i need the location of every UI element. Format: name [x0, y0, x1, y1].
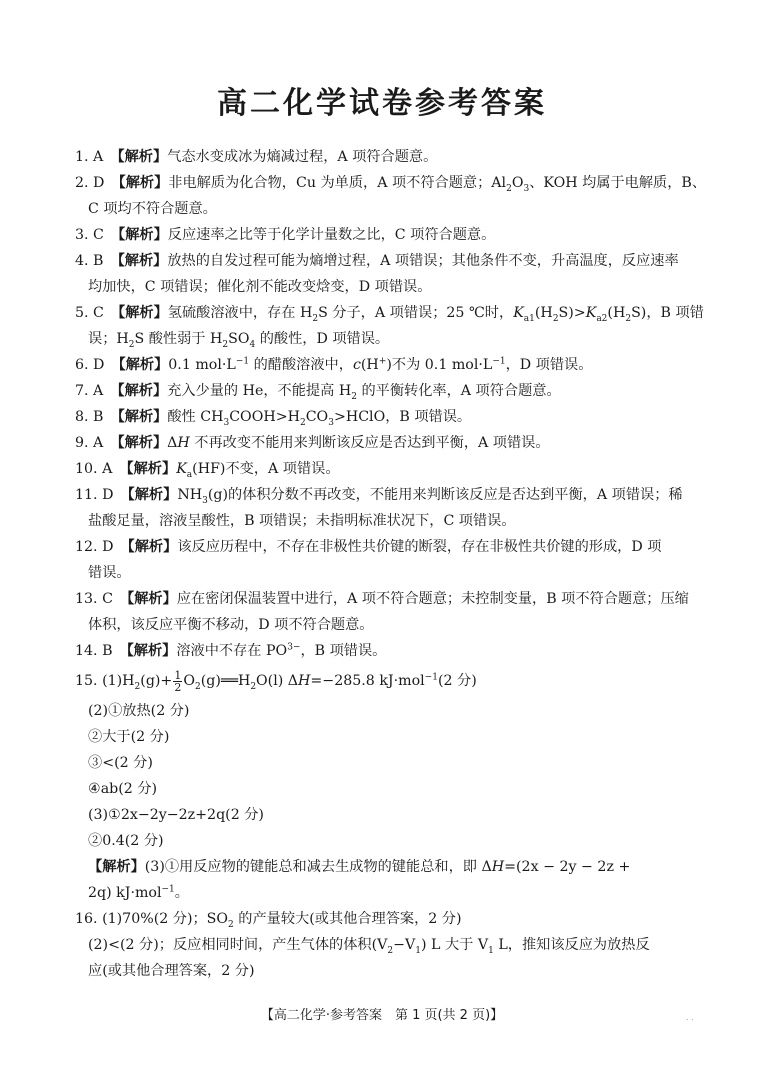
answer-15-3-2: ②0.4(2 分): [88, 833, 164, 849]
answer-11: 11. D 【解析】$NH_3(g)$的体积分数不再改变，不能用来判断该反应是否达到平衡，A 项错误；稀: [75, 487, 683, 506]
answer-16-1: 16. (1)70%(2 分)；$SO_2$ 的产量较大(或其他合理答案，2 分): [75, 911, 462, 930]
answer-15-2-2: ②大于(2 分): [88, 729, 170, 745]
answer-13-cont: 体积，该反应平衡不移动，D 项不符合题意。: [88, 617, 374, 633]
answer-11-cont: 盐酸足量，溶液呈酸性，B 项错误；未指明标准状况下，C 项错误。: [88, 513, 516, 529]
answer-5-cont: 误；$H_2S$ 酸性弱于 $H_2SO_4$ 的酸性，D 项错误。: [88, 331, 390, 350]
answer-13: 13. C 【解析】应在密闭保温装置中进行，A 项不符合题意；未控制变量，B 项不符合题意；压缩: [75, 591, 689, 607]
page-footer: 【高二化学·参考答案 第 1 页(共 2 页)】: [260, 1008, 504, 1023]
answer-15-2-1: (2)①放热(2 分): [88, 703, 190, 719]
answer-4-cont: 均加快，C 项错误；催化剂不能改变焓变，D 项错误。: [88, 279, 432, 295]
answer-12-cont: 错误。: [88, 565, 131, 581]
fraction-one-half: $\frac{1}{2}$: [174, 668, 182, 694]
answer-15-analysis: 【解析】(3)①用反应物的键能总和减去生成物的键能总和，即 ΔH=(2x − 2y − 2z +: [88, 859, 631, 875]
answer-16-2-cont: 应(或其他合理答案，2 分): [88, 963, 255, 979]
answer-12: 12. D 【解析】该反应历程中，不存在非极性共价键的断裂，存在非极性共价键的形成，D 项: [75, 539, 662, 555]
answer-9: 9. A 【解析】ΔH 不再改变不能用来判断该反应是否达到平衡，A 项错误。: [75, 435, 550, 451]
answer-4: 4. B 【解析】放热的自发过程可能为熵增过程，A 项错误；其他条件不变，升高温度，反应速率: [75, 253, 679, 269]
corner-marks: . .: [686, 1013, 694, 1022]
answer-10: 10. A 【解析】$K_a(HF)$不变，A 项错误。: [75, 461, 340, 480]
answer-5: 5. C 【解析】氢硫酸溶液中，存在 $H_2S$ 分子，A 项错误；25 ℃时，$K_{a1}(H_2S)>K_{a2}(H_2S)$，B 项错: [75, 305, 704, 324]
answer-2: 2. D 【解析】非电解质为化合物，Cu 为单质，A 项不符合题意；$Al_2O_3$、KOH 均属于电解质，B、: [75, 175, 707, 194]
answer-15-analysis-cont: 2q) kJ·mol$^{-1}$。: [88, 884, 189, 901]
answer-8: 8. B 【解析】酸性 $CH_3COOH>H_2CO_3>HClO$，B 项错误。: [75, 409, 472, 428]
answer-16-2: (2)<(2 分)；反应相同时间，产生气体的体积$(V_2-V_1)$ L 大于 $V_1$ L，推知该反应为放热反: [88, 937, 650, 956]
answer-15-2-4: ④ab(2 分): [88, 781, 158, 797]
answer-15-2-3: ③<(2 分): [88, 755, 153, 771]
answer-3: 3. C 【解析】反应速率之比等于化学计量数之比，C 项符合题意。: [75, 227, 496, 243]
answer-2-cont: C 项均不符合题意。: [88, 201, 217, 217]
answer-1: 1. A 【解析】气态水变成冰为熵减过程，A 项符合题意。: [75, 149, 438, 165]
answer-7: 7. A 【解析】充入少量的 He，不能提高 $H_2$ 的平衡转化率，A 项符合题意。: [75, 383, 561, 402]
answer-15-3-1: (3)①2x−2y−2z+2q(2 分): [88, 807, 264, 823]
answer-6: 6. D 【解析】0.1 $mol\cdot L^{-1}$ 的醋酸溶液中，c(H+)不为 0.1 $mol\cdot L^{-1}$，D 项错误。: [75, 356, 593, 373]
page-title: 高二化学试卷参考答案: [217, 86, 547, 121]
answer-14: 14. B 【解析】溶液中不存在 $PO^{3-}$，B 项错误。: [75, 642, 387, 659]
answer-list: [75, 144, 707, 984]
answer-15-1: 15. $(1)H_2(g)+$ $\frac{1}{2}$ $O_2(g)══H_2O(l)$ ΔH=−285.8 kJ·mol$^{-1}$(2 分): [75, 668, 477, 694]
